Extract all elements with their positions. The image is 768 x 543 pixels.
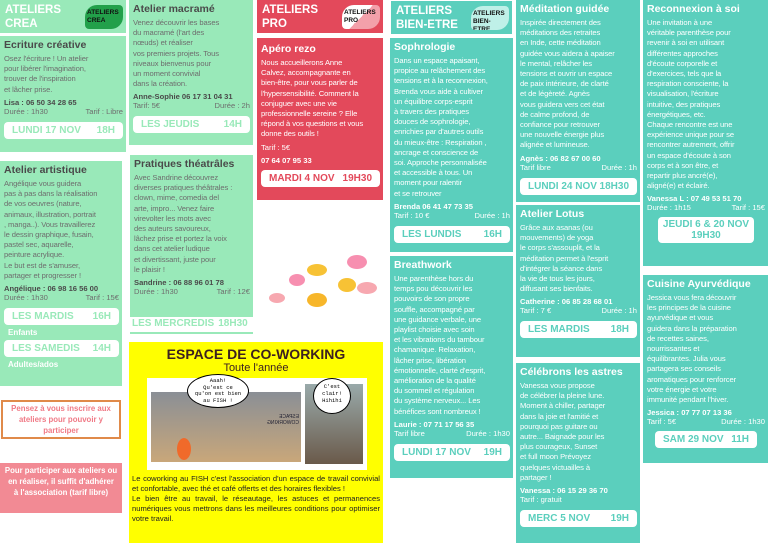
card-description: Nous accueillerons Anne Calvez, accompagnante en bien-être, pour vous parler de l'hypersensibilité. Comment la conjuguer avec une vie professionnelle sereine ? Elle répond à vos questions et vous donne des outils ! [261,58,364,139]
schedule-day: LUNDI 17 NOV [12,124,81,136]
fish-icon [357,282,377,294]
card-price: Tarif : 5€ [261,142,291,152]
card-reconnexion-a-soi [643,0,768,266]
schedule-time: 14H [92,343,111,355]
fish-illustration [262,250,382,320]
ateliers-bien-etre-header [390,0,513,35]
card-atelier-artistique [0,161,122,386]
schedule-pill [261,170,380,187]
schedule-pill [394,444,510,461]
membership-notice: Pour participer aux ateliers ou en réaliser, il suffit d'adhérer à l'association (tarif libre) [0,463,122,513]
card-description: Une parenthèse hors du temps pou découvrir les pouvoirs de son propre souffle, accompagné par une guidance verbale, une playlist choisie avec soin et les vibrations du tambour chamanique. Relaxation, lâcher prise, libération émotionnelle, clarté d'esprit, amélioration de la qualité du sommeil et régulation du système nerveux... Les bénéfices sont nombreux ! [394,274,486,416]
card-duration: Durée : 1h30 [721,417,765,427]
fish-icon [347,255,367,269]
card-duration: Durée : 1h30 [4,293,48,303]
card-title: Pratiques théatrâles [134,158,235,170]
coworking-section [129,342,383,543]
crea-logo: ATELIERS CREA [85,5,123,29]
card-contact: Lisa : 06 50 34 28 65 [4,97,77,107]
card-description: Grâce aux asanas (ou mouvements) de yoga le corps s'assouplit, et la méditation permet à l'esprit d'intégrer la séance dans la vie de tous les jours, diffusant ses bienfaits. [520,223,609,294]
schedule-time: 19H [483,446,502,458]
schedule-pill [133,116,250,133]
card-title: Reconnexion à soi [647,3,740,15]
section-title: ATELIERS BIEN-ETRE [396,5,458,31]
schedule-time: 18H30 [218,318,248,329]
schedule-time: 16H [483,228,502,240]
card-price: Tarif libre [394,428,425,438]
fish-icon [289,274,305,286]
card-price: Tarif : 7 € [520,306,552,316]
coworking-paragraph: Le bien être au travail, le réseautage, les astuces et permanences numériques vous mettrons dans les meilleures conditions pour optimiser votre travail. [132,494,380,523]
card-contact: Brenda 06 41 47 73 35 [394,201,473,211]
schedule-day: MERC 5 NOV [528,513,591,525]
card-breathwork [390,256,513,478]
card-contact: Angélique : 06 98 16 56 00 [4,284,99,294]
schedule-day: JEUDI 6 & 20 NOV [662,219,750,231]
speech-bubble: Aaah! Qu'est ce qu'on est bien au FISH ! [187,374,249,408]
card-celebrons-les-astres [516,363,640,543]
card-duration: Durée : 1h [601,306,637,316]
card-contact: Catherine : 06 85 28 68 01 [520,297,613,307]
fish-icon [307,293,327,307]
schedule-pill [4,340,119,357]
card-atelier-macrame [129,0,253,145]
schedule-time: 18H [96,124,115,136]
schedule-day: LES SAMEDIS [12,343,80,355]
card-title: Sophrologie [394,41,456,53]
card-meditation-guidee [516,0,640,202]
card-contact: 07 64 07 95 33 [261,155,312,165]
card-contact: Vanessa L : 07 49 53 51 70 [647,194,742,204]
coworking-subtitle: Toute l'année [223,362,289,374]
card-description: Osez l'écriture ! Un atelier pour libérer l'imagination, trouver de l'inspiration et lâcher prise. [4,54,89,94]
registration-notice: Pensez à vous inscrire aux ateliers pour pouvoir y participer [1,400,121,439]
card-price: Tarif : 15€ [85,293,119,303]
audience-label: Enfants [8,328,38,338]
card-description: Jessica vous fera découvrir les principes de la cuisine ayurvédique et vous guidera dans la préparation de recettes saines, nourrissantes et équilibrantes. Julia vous partagera ses conseils aromatiques pour renforcer votre énergie et votre immunité pendant l'hiver. [647,293,737,405]
card-cuisine-ayurvedique [643,275,768,463]
speech-bubble: C'est clair! Hihihi [313,378,351,414]
ateliers-pro-header [257,0,383,33]
schedule-day: LUNDI 17 NOV [402,446,471,458]
card-description: Angélique vous guidera pas à pas dans la réalisation de vos oeuvres (nature, animaux, illustration, portrait , manga..). Vous travaillerez le dessin graphique, fusain, pastel sec, aquarelle, peinture acrylique. Le but est de s'amuser, partager et progresser ! [4,179,98,280]
card-contact: Jessica : 07 77 07 13 36 [647,408,732,418]
card-title: Cuisine Ayurvédique [647,278,751,290]
card-description: Venez découvrir les bases du macramé (l'art des nœuds) et réaliser vos premiers projets. Tous niveaux bienvenus pour un moment convivial dans la création. [133,18,220,89]
coworking-title: ESPACE DE CO-WORKING [166,346,346,362]
schedule-pill [4,308,119,325]
schedule-time: 14H [223,119,242,131]
schedule-day: LES MARDIS [528,324,590,336]
schedule-pill [658,217,754,243]
card-ecriture-creative [0,36,126,152]
schedule-day: LES MERCREDIS [132,318,215,329]
card-duration: Durée : 1h [601,162,637,172]
schedule-day: MARDI 4 NOV [269,172,335,184]
card-price: Tarif : 10 € [394,210,430,220]
ateliers-crea-header [0,0,126,33]
schedule-pill [4,122,123,139]
schedule-pill [520,510,637,527]
coworking-description [132,474,380,524]
card-sophrologie [390,38,513,252]
card-price: Tarif : 12€ [216,287,250,297]
card-title: Méditation guidée [520,3,610,15]
schedule-day: LES LUNDIS [402,228,462,240]
card-description: Inspirée directement des méditations des retraites en Inde, cette méditation guidée vous aidera à apaiser le mental, relâcher les tensions et ouvrir un espace de paix intérieure, de clarté et de légèreté. Agnès vous guidera vers cet état de calme profond, de confiance pour retrouver une nouvelle énergie plus alignée et lumineuse. [520,18,615,150]
card-title: Atelier macramé [133,3,215,15]
card-price: Tarif : 5€ [647,417,677,427]
card-duration: Durée : 1h30 [134,287,178,297]
schedule-time: 11H [731,434,749,446]
audience-label: Adultes/ados [8,360,59,370]
card-title: Breathwork [394,259,452,271]
card-atelier-lotus [516,205,640,357]
card-price: Tarif : Libre [85,106,123,116]
card-apero-rezo [257,38,383,200]
card-pratiques-theatrales [130,155,253,317]
card-description: Avec Sandrine découvrez diverses pratiques théâtrales : clown, mime, comedia del arte, impro... Venez faire virevolter les mots avec des auteurs savoureux, lâchez prise et portez la voix dans cet atelier ludique et divertissant, juste pour le plaisir ! [134,173,233,274]
fish-icon [307,264,327,276]
card-contact: Vanessa : 06 15 29 36 70 [520,486,608,496]
card-price: Tarif : 15€ [731,203,765,213]
schedule-time: 19H30 [342,172,372,184]
card-description: Une invitation à une véritable parenthèse pour revenir à soi en utilisant différentes approches d'écoute corporelle et d'exercices, tels que la respiration consciente, la visualisation, l'écriture intuitive, des pratiques énergétiques, etc. Chaque rencontre est une expérience unique pour se rencontrer autrement, offrir un espace d'écoute à son corps et à son être, et repartir plus ancré(e), aligné(e) et éclairé. [647,18,735,191]
section-title: ATELIERS CREA [5,4,62,30]
card-title: Apéro rezo [261,43,316,55]
card-price: Tarif : gratuit [520,495,562,505]
card-title: Ecriture créative [4,39,87,51]
pro-logo: ATELIERS PRO [342,5,380,29]
schedule-day: LUNDI 24 NOV [528,180,597,192]
card-title: Atelier Lotus [520,208,585,220]
schedule-time: 19H [610,513,629,525]
schedule-time: 18H [610,324,629,336]
card-contact: Sandrine : 06 88 96 01 78 [134,278,224,288]
schedule-pill [655,431,757,448]
card-title: Célébrons les astres [520,366,623,378]
coworking-photo [147,378,367,470]
section-title: ATELIERS PRO [262,4,319,30]
schedule-time: 19H30 [691,230,721,242]
card-contact: Anne-Sophie 06 17 31 04 31 [133,92,233,102]
window-sign: ESPACE COWORKING [267,414,299,426]
schedule-pill [520,321,637,338]
schedule-day: LES MARDIS [12,311,74,323]
schedule-time: 18H30 [599,180,629,192]
card-duration: Durée : 1h15 [647,203,691,213]
schedule-pill [130,318,253,334]
card-duration: Durée : 1h30 [466,428,510,438]
card-contact: Agnès : 06 82 67 00 60 [520,153,601,163]
schedule-pill [394,226,510,243]
card-duration: Durée : 1h [474,210,510,220]
card-description: Dans un espace apaisant, propice au relâchement des tensions et à la reconnexion, Brenda vous aide à cultiver un équilibre corps-esprit à travers des pratiques douces de sophrologie, enrichies par d'autres outils du mieux-être : Respiration , ancrage et conscience de soi. Approche personnalisée et accessible à tous. Un moment pour ralentir et se retrouver [394,56,488,198]
coworking-paragraph: Le coworking au FISH c'est l'association d'un espace de travail convivial et confortable, avec thé et café offerts et des horaires flexibles ! [132,474,380,493]
card-duration: Durée : 1h30 [4,106,48,116]
card-description: Vanessa vous propose de célébrer la pleine lune. Moment à chiller, partager dans la joie et l'amitié et pourquoi pas guitare ou autre... Baignade pour les plus courageux, Sunset et full moon Prévoyez quelques victuailles à partager ! [520,381,606,482]
card-contact: Laurie : 07 71 17 56 35 [394,419,475,429]
bien-etre-logo: ATELIERS BIEN-ETRE [471,6,509,30]
goldfish-icon [177,438,191,460]
schedule-day: SAM 29 NOV [663,434,724,446]
fish-icon [338,278,356,292]
card-price: Tarif: 5€ [133,101,161,111]
fish-icon [269,293,285,303]
card-duration: Durée : 2h [214,101,250,111]
schedule-pill [520,178,637,195]
card-title: Atelier artistique [4,164,87,176]
card-price: Tarif libre [520,162,551,172]
schedule-day: LES JEUDIS [141,119,200,131]
schedule-time: 16H [92,311,111,323]
